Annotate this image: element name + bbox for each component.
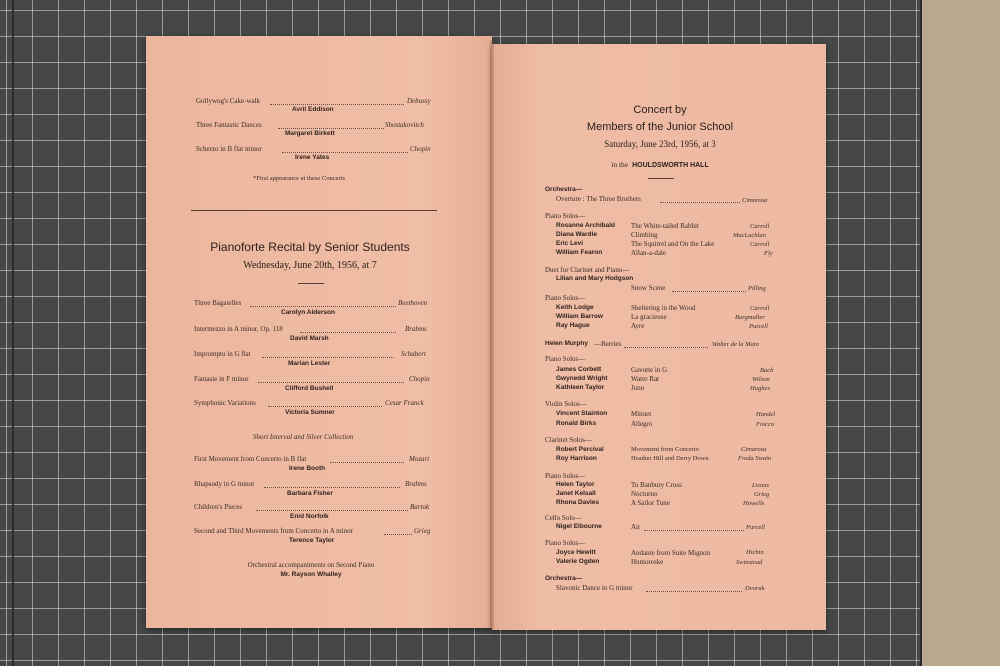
piece-title: Allegro: [631, 420, 653, 428]
composer: Hichin: [746, 549, 764, 556]
section-heading: Violin Solos—: [545, 400, 587, 408]
composer: Swinstead: [736, 559, 763, 566]
composer: Bartok: [410, 503, 430, 511]
concert-title-line2: Members of the Junior School: [586, 121, 734, 133]
composer: Debussy: [407, 97, 431, 105]
performer: James Corbett: [556, 366, 602, 373]
section-heading: Cello Solo—: [545, 514, 582, 522]
composer: Grieg: [754, 491, 770, 498]
piece-title: Slavonic Dance in G minor: [556, 584, 633, 592]
piece-title: Air: [631, 523, 641, 531]
composer: Bach: [760, 367, 774, 374]
piece-title: Impromptu in G flat: [194, 350, 251, 358]
piece-title: Scherzo in B flat minor: [196, 145, 262, 153]
composer: Handel: [756, 411, 776, 418]
composer: Brahms: [405, 480, 427, 488]
composer: Purcell: [746, 524, 765, 531]
composer: Mozart: [409, 455, 430, 463]
composer: Burgmuller: [735, 314, 765, 321]
performer: Diana Wardle: [556, 231, 597, 238]
concert-date: Saturday, June 23rd, 1956, at 3: [604, 139, 716, 149]
recital-date: Wednesday, June 20th, 1956, at 7: [243, 260, 377, 271]
composer: Shostakovitch: [385, 121, 424, 129]
interval-note: Short Interval and Silver Collection: [253, 433, 354, 441]
section-heading: Orchestra—: [545, 186, 583, 193]
performer: Rosanne Archibald: [556, 222, 615, 229]
performer: Valerie Ogden: [556, 558, 600, 565]
performer: Avril Eddison: [292, 106, 334, 113]
piece-title: Climbing: [631, 231, 658, 239]
piece-title: Movement from Concerto: [631, 446, 699, 453]
piece-title: The White-tailed Rabbit: [631, 222, 699, 230]
performer: Clifford Bushell: [285, 385, 334, 392]
recital-title: Pianoforte Recital by Senior Students: [210, 240, 410, 254]
performer: David Marsh: [290, 335, 329, 342]
composer: Beethoven: [398, 299, 428, 307]
performer: Lilian and Mary Hodgson: [556, 275, 634, 282]
performer: Barbara Fisher: [287, 490, 333, 497]
performer: Vincent Stainton: [556, 410, 608, 417]
section-heading: Piano Solos—: [545, 472, 586, 480]
performer: William Barrow: [556, 313, 603, 320]
section-heading: Piano Solos—: [545, 539, 586, 547]
performer: Janet Kelsall: [556, 490, 596, 497]
section-heading: Clarinet Solos—: [545, 436, 592, 444]
composer: Freda Swain: [738, 455, 772, 462]
composer: Cimarosa: [741, 446, 767, 453]
performer: Helen Taylor: [556, 481, 595, 488]
section-heading: Duet for Clarinet and Piano—: [545, 266, 630, 274]
piece-title: Humoreske: [631, 558, 664, 566]
piece-title: Andante from Suite Mignon: [631, 549, 711, 557]
performer: Nigel Elbourne: [556, 523, 602, 530]
performer: Robert Percival: [556, 446, 604, 453]
composer: Carroll: [750, 305, 770, 312]
piece-title: Gavotte in G: [631, 366, 668, 374]
piece-title: Ayre: [631, 322, 645, 330]
concert-title-line1: Concert by: [633, 104, 687, 116]
section-heading: Piano Solos—: [545, 355, 586, 363]
piece-title: First Movement from Concerto in B flat: [194, 455, 307, 463]
performer: Kathleen Taylor: [556, 384, 605, 391]
piece-title: Second and Third Movements from Concerto in A minor: [194, 527, 353, 535]
composer: Chopin: [409, 375, 430, 383]
composer: Schubert: [401, 350, 426, 358]
piece-title: Heather Hill and Derry Down: [631, 455, 709, 462]
performer: Enid Norfolk: [290, 513, 329, 520]
performer: Eric Levi: [556, 240, 584, 247]
performer: Terence Taylor: [289, 537, 335, 544]
composer: Hughes: [750, 385, 770, 392]
piece-title: Three Fantastic Dances: [196, 121, 262, 129]
composer: Chopin: [410, 145, 431, 153]
table-surface: [922, 0, 1000, 666]
composer: Lisons: [752, 482, 769, 489]
piece-title: Minuet: [631, 410, 652, 418]
composer: Carroll: [750, 241, 770, 248]
performer: Ronald Birks: [556, 420, 597, 427]
composer: Cimarosa: [742, 197, 768, 204]
composer: Brahms: [405, 325, 427, 333]
performer: Margaret Birkett: [285, 130, 335, 137]
section-heading: Piano Solos—: [545, 294, 586, 302]
performer: Irene Yates: [295, 154, 330, 161]
composer: Fiocco: [756, 421, 775, 428]
page-fold: [490, 40, 494, 630]
performer: Victoria Sumner: [285, 409, 335, 416]
performer: Joyce Hewitt: [556, 549, 596, 556]
performer: William Fearon: [556, 249, 603, 256]
footnote: *First appearance at these Concerts: [253, 175, 346, 182]
piece-title: La gracieuse: [631, 313, 667, 321]
performer: Carolyn Alderson: [281, 309, 335, 316]
section-heading: Piano Solos—: [545, 212, 586, 220]
piece-title: Symphonic Variations: [194, 399, 256, 407]
performer: Roy Harrison: [556, 455, 597, 462]
composer: Grieg: [414, 527, 431, 535]
composer: Walter de la Mare: [712, 341, 759, 348]
piece-title: Overture : The Three Brothers: [556, 195, 641, 203]
piece-title: Intermezzo in A minor, Op. 118: [194, 325, 283, 333]
composer: Carroll: [750, 223, 770, 230]
divider-rule: [191, 210, 437, 211]
composer: MacLachlan: [733, 232, 766, 239]
performer: Helen Murphy: [545, 340, 588, 347]
piece-title: Sheltering in the Wood: [631, 304, 696, 312]
piece-title: Juno: [631, 384, 645, 392]
piece-title: The Squirrel and On the Lake: [631, 240, 715, 248]
piece-title: Snow Scene: [631, 284, 666, 292]
piece-title: Gollywog's Cake-walk: [196, 97, 261, 105]
performer: Marian Lester: [288, 360, 331, 367]
accompanist: Mr. Rayson Whalley: [280, 571, 342, 578]
piece-title: Rhapsody in G minor: [194, 480, 255, 488]
composer: Howells: [743, 500, 765, 507]
composer: Purcell: [749, 323, 768, 330]
piece-title: Water Rat: [631, 375, 660, 383]
piece-title: Fantasie in F minor: [194, 375, 249, 383]
piece-title: To Banbury Cross: [631, 481, 682, 489]
performer: Ray Hague: [556, 322, 590, 329]
composer: Pilling: [748, 285, 766, 292]
composer: Dvorak: [745, 585, 765, 592]
composer: Cesar Franck: [385, 399, 424, 407]
accompaniment-note: Orchestral accompaniments on Second Piano: [247, 561, 375, 569]
piece-title: Children's Pieces: [194, 503, 243, 511]
piece-title: Nocturno: [631, 490, 658, 498]
performer: Gwynedd Wright: [556, 375, 608, 382]
performer: Irene Booth: [289, 465, 326, 472]
piece-title: Three Bagatelles: [194, 299, 242, 307]
composer: Fly: [764, 250, 773, 257]
performer: Rhona Davies: [556, 499, 599, 506]
section-heading: Orchestra—: [545, 575, 583, 582]
piece-title: A Sailor Tune: [631, 499, 670, 507]
composer: Wilson: [752, 376, 770, 383]
piece-title: —Berries: [594, 340, 622, 348]
piece-title: Allan-a-dale: [631, 249, 666, 257]
concert-venue: in the HOULDSWORTH HALL: [611, 160, 709, 169]
performer: Keith Lodge: [556, 304, 594, 311]
